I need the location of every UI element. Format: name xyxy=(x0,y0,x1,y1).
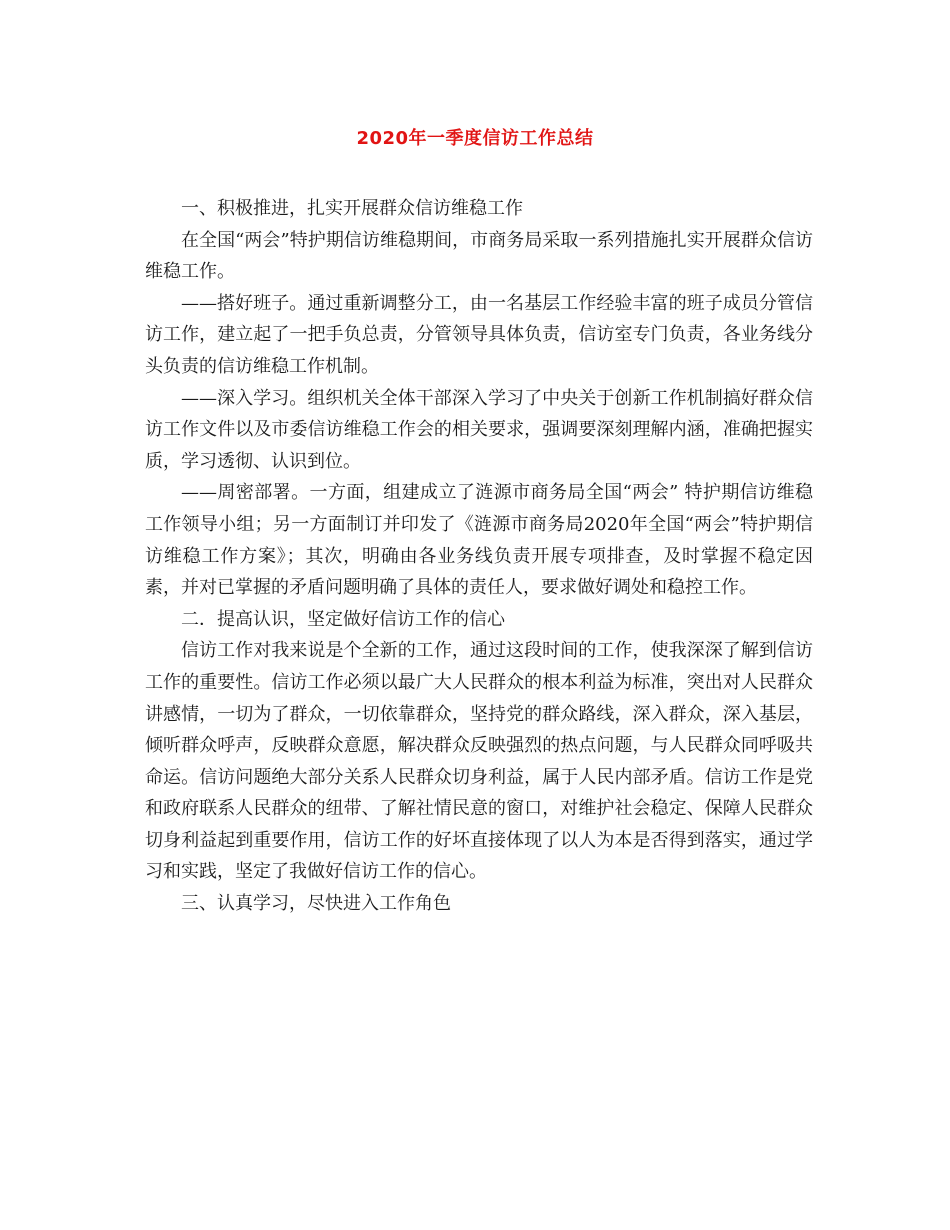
document-body xyxy=(145,193,813,920)
section-heading-3: 三、认真学习，尽快进入工作角色 xyxy=(181,893,451,915)
paragraph-deploy: ——周密部署。一方面，组建成立了涟源市商务局全国“两会” 特护期信访维稳工作领导小组；另一方面制订并印发了《涟源市商务局2020年全国“两会”特护期信访维稳工作方案》；其次，明确由各业务线负责开展专项排查，及时掌握不稳定因素，并对已掌握的矛盾问题明确了具体的责任人，要求做好调处和稳控工作。 xyxy=(145,482,813,599)
paragraph-awareness: 信访工作对我来说是个全新的工作，通过这段时间的工作，使我深深了解到信访工作的重要性。信访工作必须以最广大人民群众的根本利益为标准，突出对人民群众讲感情，一切为了群众，一切依靠群众，坚持党的群众路线，深入群众，深入基层，倾听群众呼声，反映群众意愿，解决群众反映强烈的热点问题，与人民群众同呼吸共命运。信访问题绝大部分关系人民群众切身利益，属于人民内部矛盾。信访工作是党和政府联系人民群众的纽带、了解社情民意的窗口，对维护社会稳定、保障人民群众切身利益起到重要作用，信访工作的好坏直接体现了以人为本是否得到落实，通过学习和实践，坚定了我做好信访工作的信心。 xyxy=(145,640,813,883)
section-heading-2: 二．提高认识，坚定做好信访工作的信心 xyxy=(181,608,505,630)
section-heading-1: 一、积极推进，扎实开展群众信访维稳工作 xyxy=(181,198,523,219)
paragraph-team: ——搭好班子。通过重新调整分工，由一名基层工作经验丰富的班子成员分管信访工作，建立起了一把手负总责，分管领导具体负责，信访室专门负责，各业务线分头负责的信访维稳工作机制。 xyxy=(145,292,813,377)
paragraph-intro: 在全国“两会”特护期信访维稳期间，市商务局采取一系列措施扎实开展群众信访维稳工作。 xyxy=(145,229,813,283)
paragraph-study: ——深入学习。组织机关全体干部深入学习了中央关于创新工作机制搞好群众信访工作文件以及市委信访维稳工作会的相关要求，强调要深刻理解内涵，准确把握实质，学习透彻、认识到位。 xyxy=(145,387,813,472)
document-title: 2020年一季度信访工作总结 xyxy=(356,128,594,149)
